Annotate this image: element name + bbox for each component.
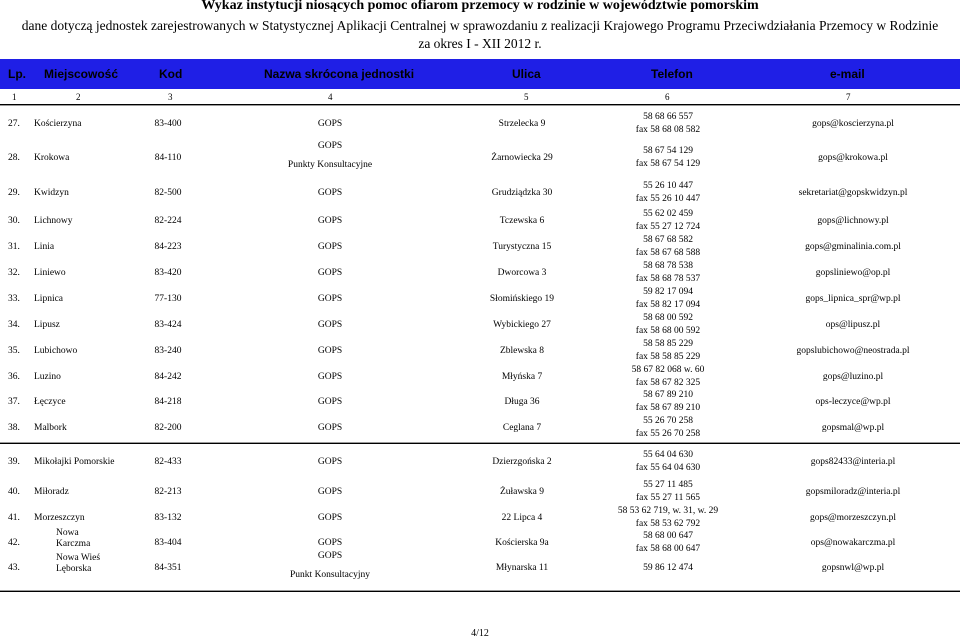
row-fax: fax 58 82 17 094 <box>635 300 701 310</box>
row-lp: 32. <box>8 268 20 278</box>
row-code: 83-132 <box>154 513 182 523</box>
row-lp: 39. <box>8 457 20 467</box>
row-email: ops-leczyce@wp.pl <box>815 397 891 407</box>
row-code: 82-213 <box>154 487 182 497</box>
colnum-4: 4 <box>328 92 333 102</box>
row-email: gopsliniewo@op.pl <box>815 268 891 278</box>
row-email: gops@gminalinia.com.pl <box>805 242 901 252</box>
row-phone: 58 68 00 647 <box>643 531 693 541</box>
header-email: e-mail <box>830 67 865 81</box>
row-fax: fax 58 67 54 129 <box>635 159 701 169</box>
row-email: gops82433@interia.pl <box>810 457 896 467</box>
row-city: Mikołajki Pomorskie <box>34 457 115 467</box>
row-city: Nowa Wieś <box>56 553 101 563</box>
row-street: Słomińskiego 19 <box>489 294 555 304</box>
row-fax: fax 58 68 08 582 <box>635 125 701 135</box>
row-city: Kościerzyna <box>34 119 82 129</box>
table-header <box>0 59 960 89</box>
row-city: Nowa <box>56 528 79 538</box>
row-city: Linia <box>34 242 55 252</box>
row-street: Strzelecka 9 <box>498 119 546 129</box>
row-street: Wybickiego 27 <box>493 320 551 330</box>
row-name: GOPS <box>317 268 343 278</box>
row-phone: 58 67 82 068 w. 60 <box>631 365 705 375</box>
row-phone: 55 27 11 485 <box>643 480 693 490</box>
row-fax: fax 55 64 04 630 <box>635 463 701 473</box>
row-separator <box>0 105 960 106</box>
row-fax: fax 55 26 10 447 <box>635 194 701 204</box>
row-code: 77-130 <box>154 294 182 304</box>
row-street: Żuławska 9 <box>499 487 545 497</box>
row-email: gops@luzino.pl <box>822 372 884 382</box>
row-name: GOPS <box>317 141 343 151</box>
row-code: 82-200 <box>154 423 182 433</box>
row-city-line2: Lęborska <box>56 564 92 574</box>
row-name: GOPS <box>317 188 343 198</box>
row-name-line2: Punkt Konsultacyjny <box>290 570 370 580</box>
row-name: GOPS <box>317 538 343 548</box>
row-street: Zblewska 8 <box>499 346 545 356</box>
row-street: Kościerska 9a <box>495 538 549 548</box>
row-code: 82-500 <box>154 188 182 198</box>
row-city: Krokowa <box>34 153 70 163</box>
document-title: Wykaz instytucji niosących pomoc ofiarom przemocy w rodzinie w województwie pomorskim <box>201 0 759 13</box>
row-street: Żarnowiecka 29 <box>491 153 553 163</box>
row-lp: 42. <box>8 538 20 548</box>
row-email: ops@lipusz.pl <box>825 320 881 330</box>
row-city: Morzeszczyn <box>34 513 85 523</box>
row-lp: 27. <box>8 119 20 129</box>
row-city: Liniewo <box>34 268 66 278</box>
row-fax: fax 58 68 00 647 <box>635 544 701 554</box>
row-lp: 41. <box>8 513 20 523</box>
row-street: Młyńska 7 <box>501 372 543 382</box>
row-city: Lichnowy <box>34 216 73 226</box>
column-numbers <box>0 89 960 105</box>
row-lp: 34. <box>8 320 20 330</box>
row-lp: 28. <box>8 153 20 163</box>
row-code: 83-424 <box>154 320 182 330</box>
row-name: GOPS <box>317 242 343 252</box>
row-phone: 58 68 00 592 <box>643 313 693 323</box>
row-fax: fax 58 68 00 592 <box>635 326 701 336</box>
row-code: 83-240 <box>154 346 182 356</box>
header-city: Miejscowość <box>44 67 119 81</box>
row-separator <box>0 591 960 592</box>
row-code: 82-224 <box>154 216 182 226</box>
row-name: GOPS <box>317 551 343 561</box>
row-email: gops@koscierzyna.pl <box>812 119 894 129</box>
page-number: 4/12 <box>471 628 489 639</box>
row-email: gops@krokowa.pl <box>818 153 888 163</box>
colnum-5: 5 <box>524 92 529 102</box>
row-email: gopsmal@wp.pl <box>821 423 885 433</box>
row-code: 84-110 <box>154 153 182 163</box>
row-lp: 43. <box>8 563 20 573</box>
row-street: Turystyczna 15 <box>492 242 552 252</box>
colnum-2: 2 <box>76 92 81 102</box>
row-lp: 38. <box>8 423 20 433</box>
row-fax: fax 58 68 78 537 <box>635 274 701 284</box>
row-fax: fax 58 53 62 792 <box>635 519 701 529</box>
row-name-line2: Punkty Konsultacyjne <box>287 160 373 170</box>
row-email: sekretariat@gopskwidzyn.pl <box>798 188 908 198</box>
row-code: 83-400 <box>154 119 182 129</box>
header-code: Kod <box>159 67 183 81</box>
row-fax: fax 58 58 85 229 <box>635 352 701 362</box>
row-phone: 55 64 04 630 <box>643 450 693 460</box>
row-email: ops@nowakarczma.pl <box>810 538 896 548</box>
row-email: gops@morzeszczyn.pl <box>809 513 897 523</box>
row-street: Długa 36 <box>504 397 540 407</box>
row-fax: fax 58 67 82 325 <box>635 378 701 388</box>
row-phone: 59 82 17 094 <box>643 287 693 297</box>
row-name: GOPS <box>317 513 343 523</box>
row-street: Tczewska 6 <box>499 216 545 226</box>
row-lp: 31. <box>8 242 20 252</box>
row-phone: 55 26 10 447 <box>643 181 693 191</box>
row-street: Dworcowa 3 <box>497 268 547 278</box>
row-code: 83-420 <box>154 268 182 278</box>
colnum-3: 3 <box>168 92 173 102</box>
row-email: gops@lichnowy.pl <box>817 216 889 226</box>
row-city: Lubichowo <box>34 346 78 356</box>
row-name: GOPS <box>317 294 343 304</box>
row-lp: 35. <box>8 346 20 356</box>
row-lp: 36. <box>8 372 20 382</box>
row-name: GOPS <box>317 487 343 497</box>
row-fax: fax 55 27 12 724 <box>635 222 701 232</box>
row-lp: 30. <box>8 216 20 226</box>
row-name: GOPS <box>317 372 343 382</box>
row-code: 84-351 <box>154 563 182 573</box>
row-city: Lipnica <box>34 294 64 304</box>
row-code: 84-223 <box>154 242 182 252</box>
row-city: Lipusz <box>34 320 60 330</box>
row-street: Grudziądzka 30 <box>491 188 553 198</box>
row-code: 83-404 <box>154 538 182 548</box>
row-name: GOPS <box>317 423 343 433</box>
row-street: Ceglana 7 <box>502 423 542 433</box>
row-phone: 58 67 54 129 <box>643 146 693 156</box>
row-fax: fax 58 67 89 210 <box>635 403 701 413</box>
row-city: Luzino <box>34 372 61 382</box>
row-email: gopsmiloradz@interia.pl <box>805 487 901 497</box>
row-email: gopslubichowo@neostrada.pl <box>796 346 910 356</box>
colnum-7: 7 <box>846 92 851 102</box>
row-fax: fax 58 67 68 588 <box>635 248 701 258</box>
row-code: 84-218 <box>154 397 182 407</box>
row-phone: 58 68 66 557 <box>643 112 693 122</box>
row-lp: 29. <box>8 188 20 198</box>
row-name: GOPS <box>317 216 343 226</box>
row-lp: 40. <box>8 487 20 497</box>
row-name: GOPS <box>317 346 343 356</box>
row-fax: fax 55 26 70 258 <box>635 429 701 439</box>
row-name: GOPS <box>317 320 343 330</box>
row-phone: 58 58 85 229 <box>643 339 693 349</box>
row-phone: 58 67 68 582 <box>643 235 693 245</box>
row-city-line2: Karczma <box>56 539 91 549</box>
header-lp: Lp. <box>8 67 26 81</box>
row-city: Miłoradz <box>34 487 69 497</box>
row-email: gopsnwl@wp.pl <box>821 563 885 573</box>
header-name: Nazwa skrócona jednostki <box>264 67 415 81</box>
row-fax: fax 55 27 11 565 <box>635 493 701 503</box>
row-city: Kwidzyn <box>34 188 69 198</box>
row-street: Młynarska 11 <box>495 563 549 573</box>
row-code: 84-242 <box>154 372 182 382</box>
row-street: 22 Lipca 4 <box>501 513 543 523</box>
colnum-1: 1 <box>12 92 17 102</box>
colnum-6: 6 <box>665 92 670 102</box>
row-name: GOPS <box>317 457 343 467</box>
row-lp: 33. <box>8 294 20 304</box>
document-subtitle: dane dotyczą jednostek zarejestrowanych w Statystycznej Aplikacji Centralnej w sprawozdaniu z realizacji Krajowego Programu Przeciwdziałania Przemocy w Rodzinie za okres I - XII 2012 r. <box>21 18 939 51</box>
row-separator <box>0 443 960 444</box>
header-street: Ulica <box>512 67 541 81</box>
row-email: gops_lipnica_spr@wp.pl <box>805 294 901 304</box>
row-city: Łęczyce <box>34 397 66 407</box>
row-city: Malbork <box>34 423 67 433</box>
row-name: GOPS <box>317 397 343 407</box>
row-phone: 58 53 62 719, w. 31, w. 29 <box>617 506 719 516</box>
row-lp: 37. <box>8 397 20 407</box>
row-name: GOPS <box>317 119 343 129</box>
header-phone: Telefon <box>651 67 693 81</box>
row-phone: 55 62 02 459 <box>643 209 693 219</box>
row-code: 82-433 <box>154 457 182 467</box>
row-street: Dzierzgońska 2 <box>492 457 552 467</box>
row-phone: 55 26 70 258 <box>643 416 693 426</box>
row-phone: 58 68 78 538 <box>643 261 693 271</box>
row-phone: 59 86 12 474 <box>643 563 693 573</box>
row-phone: 58 67 89 210 <box>643 390 693 400</box>
